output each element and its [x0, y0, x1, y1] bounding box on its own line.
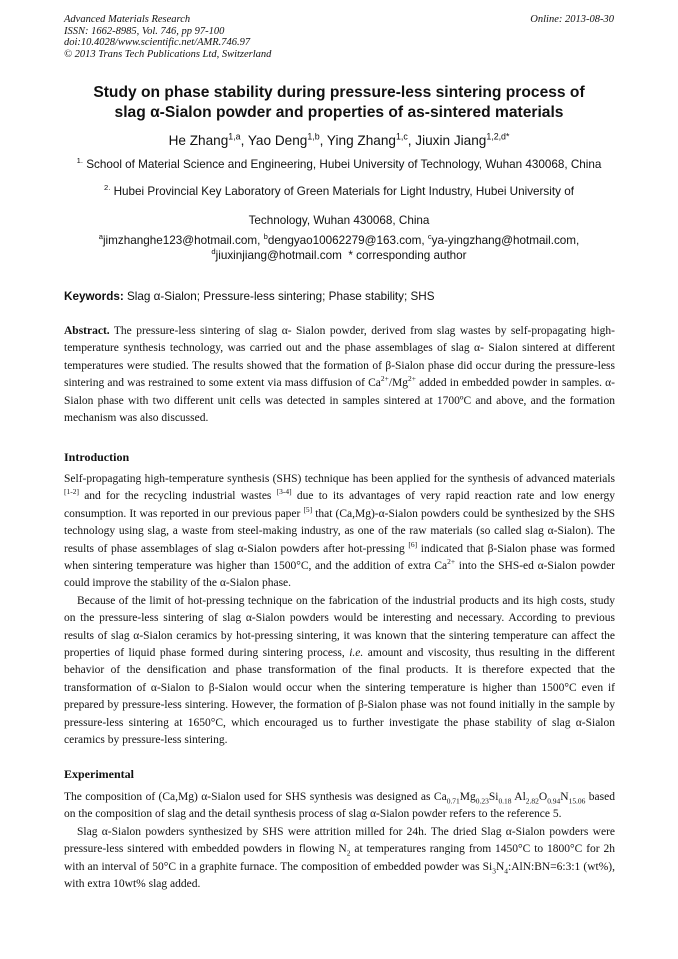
journal-doi: doi:10.4028/www.scientific.net/AMR.746.97: [64, 37, 251, 49]
affiliation-text: Hubei Provincial Key Laboratory of Green Materials for Light Industry, Hubei University of: [113, 185, 574, 198]
text: Mg: [459, 791, 476, 803]
experimental-body: [64, 789, 615, 893]
abstract-text: The pressure-less sintering of slag α- Sialon powder, derived from slag wastes by self-propagating high-temperature synthesis technology, was carried out and the phase assemblages of slag α- Sialon sintered at different temperatures were studied. The results showed that the formation of β-Sialon phase did occur during the pressure-less sintering and was restrained to some extent via mass diffusion of Ca: [64, 325, 615, 390]
citation: [6]: [408, 539, 418, 549]
journal-metadata: [64, 14, 271, 60]
title-line-2: slag α-Sialon powder and properties of as-sintered materials: [114, 104, 564, 121]
author-name: He Zhang: [168, 133, 229, 148]
author-separator: ,: [319, 133, 327, 148]
text: O: [538, 791, 548, 803]
email-c: ya-yingzhang@hotmail.com,: [431, 234, 580, 247]
corresponding-author-note: * corresponding author: [348, 249, 467, 262]
text: Al: [511, 791, 526, 803]
author-affiliation-mark: 1,2,d*: [486, 131, 510, 142]
text: based on the composition of slag and the detail synthesis process of slag α-Sialon powder refers to the reference 5.: [64, 791, 615, 821]
subscript: 2: [346, 848, 351, 858]
author-affiliation-mark: 1,a: [228, 131, 241, 142]
author-list: [0, 133, 678, 148]
email-mark: a: [98, 232, 103, 242]
journal-name: Advanced Materials Research: [64, 14, 191, 25]
paragraph: [64, 593, 615, 750]
affiliation-1: [40, 158, 638, 171]
text: Because of the limit of hot-pressing technique on the fabrication of the industrial products and its high costs, study on the pressure-less sintering of slag α-Sialon powders would be interesting and necessary. According to previous results of slag α-Sialon ceramics by hot-pressing sintering, it was known that the sintering temperature can affect the properties of liquid phase formed during sintering process,: [64, 594, 615, 660]
title-line-1: Study on phase stability during pressure-less sintering process of: [93, 84, 585, 101]
superscript: 2+: [447, 557, 456, 567]
subscript: 0.71: [446, 796, 460, 806]
email-b: dengyao10062279@163.com,: [267, 234, 428, 247]
text: N: [560, 791, 569, 803]
text: and for the recycling industrial wastes: [78, 490, 277, 503]
citation: [5]: [303, 504, 313, 514]
text: amount and viscosity, thus resulting in the different behavior of the densification and phase transformation of the final products. It is therefore expected that the transformation of α-Sialon to β-Sialon would occur when the sintering temperature is higher than 1500°C even if prepared by pressure-less sintering. However, the formation of β-Sialon phase was not found initially in the sample by pressure-less sintering at 1650°C, which encouraged us to further investigate the phase stability of slag α-Sialon ceramics by pressure-less sintering.: [64, 647, 615, 747]
author-name: Ying Zhang: [326, 133, 396, 148]
affiliation-2: [40, 185, 638, 198]
keywords-text: Slag α-Sialon; Pressure-less sintering; Phase stability; SHS: [123, 290, 435, 303]
section-heading-introduction: Introduction: [64, 450, 130, 464]
abstract-label: Abstract.: [64, 325, 110, 337]
online-date: Online: 2013-08-30: [530, 14, 614, 25]
keywords: [64, 290, 435, 303]
introduction-body: [64, 471, 615, 750]
text: indicated that β-Sialon phase was formed when sintering temperature was higher than 1500°C, and the addition of extra Ca: [64, 542, 615, 573]
subscript: 4: [504, 865, 508, 875]
text: N: [495, 860, 505, 873]
email-a: jimzhanghe123@hotmail.com,: [102, 234, 264, 247]
subscript: 15.06: [568, 796, 586, 806]
keywords-label: Keywords:: [64, 290, 124, 303]
paper-title: [60, 83, 618, 123]
abstract-text: /Mg: [388, 377, 409, 390]
email-mark: c: [427, 232, 432, 242]
text: :AlN:BN=6:3:1 (wt%), with extra 10wt% slag added.: [64, 860, 615, 891]
text: Si: [488, 791, 499, 803]
abstract: [64, 323, 615, 427]
text: that (Ca,Mg)-α-Sialon powders could be synthesized by the SHS technology using slag, a waste from steel-making industry, as one of the raw materials (so called slag α-Sialon). The results of phase assemblages of slag α-Sialon powders after hot-pressing: [64, 507, 615, 555]
text: Slag α-Sialon powders synthesized by SHS were attrition milled for 24h. The dried Slag α-Sialon powders were pressure-less sintered with embedded powders in flowing N: [64, 825, 615, 856]
affiliation-2-continued: Technology, Wuhan 430068, China: [248, 214, 430, 227]
author-emails-continued: [0, 249, 678, 262]
paragraph: [64, 471, 615, 593]
section-heading-experimental: Experimental: [64, 767, 134, 781]
text: at temperatures ranging from 1450°C to 1800°C for 2h with an interval of 50°C in a graphite furnace. The composition of embedded powder was Si: [64, 843, 616, 873]
email-mark: b: [263, 232, 268, 242]
author-separator: ,: [240, 133, 248, 148]
affiliation-text: School of Material Science and Engineering, Hubei University of Technology, Wuhan 430068, China: [86, 158, 602, 171]
paragraph: [64, 789, 615, 824]
text: into the SHS-ed α-Sialon powder could improve the stability of the α-Sialon phase.: [64, 560, 615, 590]
affiliation-mark: 2.: [104, 183, 111, 193]
email-mark: d: [211, 247, 216, 257]
superscript: 2+: [408, 374, 416, 384]
author-affiliation-mark: 1,b: [307, 131, 320, 142]
subscript: 0.18: [498, 796, 512, 806]
paragraph: [64, 824, 615, 894]
text: due to its advantages of very rapid reaction rate and low energy consumption. It was reported in our previous paper: [64, 490, 615, 520]
subscript: 3: [492, 865, 496, 875]
journal-issn: ISSN: 1662-8985, Vol. 746, pp 97-100: [64, 25, 225, 37]
email-d: jiuxinjiang@hotmail.com: [215, 249, 342, 262]
citation: [3-4]: [276, 487, 292, 497]
author-emails: [0, 234, 678, 247]
author-affiliation-mark: 1,c: [395, 131, 408, 142]
subscript: 2.82: [525, 796, 539, 806]
journal-copyright: © 2013 Trans Tech Publications Ltd, Switzerland: [64, 48, 272, 60]
author-name: Yao Deng: [247, 133, 308, 148]
italic-text: i.e.: [349, 647, 364, 660]
subscript: 0.23: [475, 796, 489, 806]
citation: [1-2]: [64, 487, 79, 497]
abstract-text: added in embedded powder in samples. α-Sialon phase with two different unit cells was detected in samples sintered at 1700ºC and above, and the formation mechanism was also discussed.: [64, 377, 616, 425]
subscript: 0.94: [547, 796, 561, 806]
superscript: 2+: [380, 374, 389, 384]
author-name: Jiuxin Jiang: [415, 133, 487, 148]
author-separator: ,: [407, 133, 416, 148]
affiliation-mark: 1.: [76, 156, 83, 166]
text: Self-propagating high-temperature synthesis (SHS) technique has been applied for the synthesis of advanced materials: [64, 473, 615, 485]
text: The composition of (Ca,Mg) α-Sialon used for SHS synthesis was designed as Ca: [64, 791, 447, 803]
